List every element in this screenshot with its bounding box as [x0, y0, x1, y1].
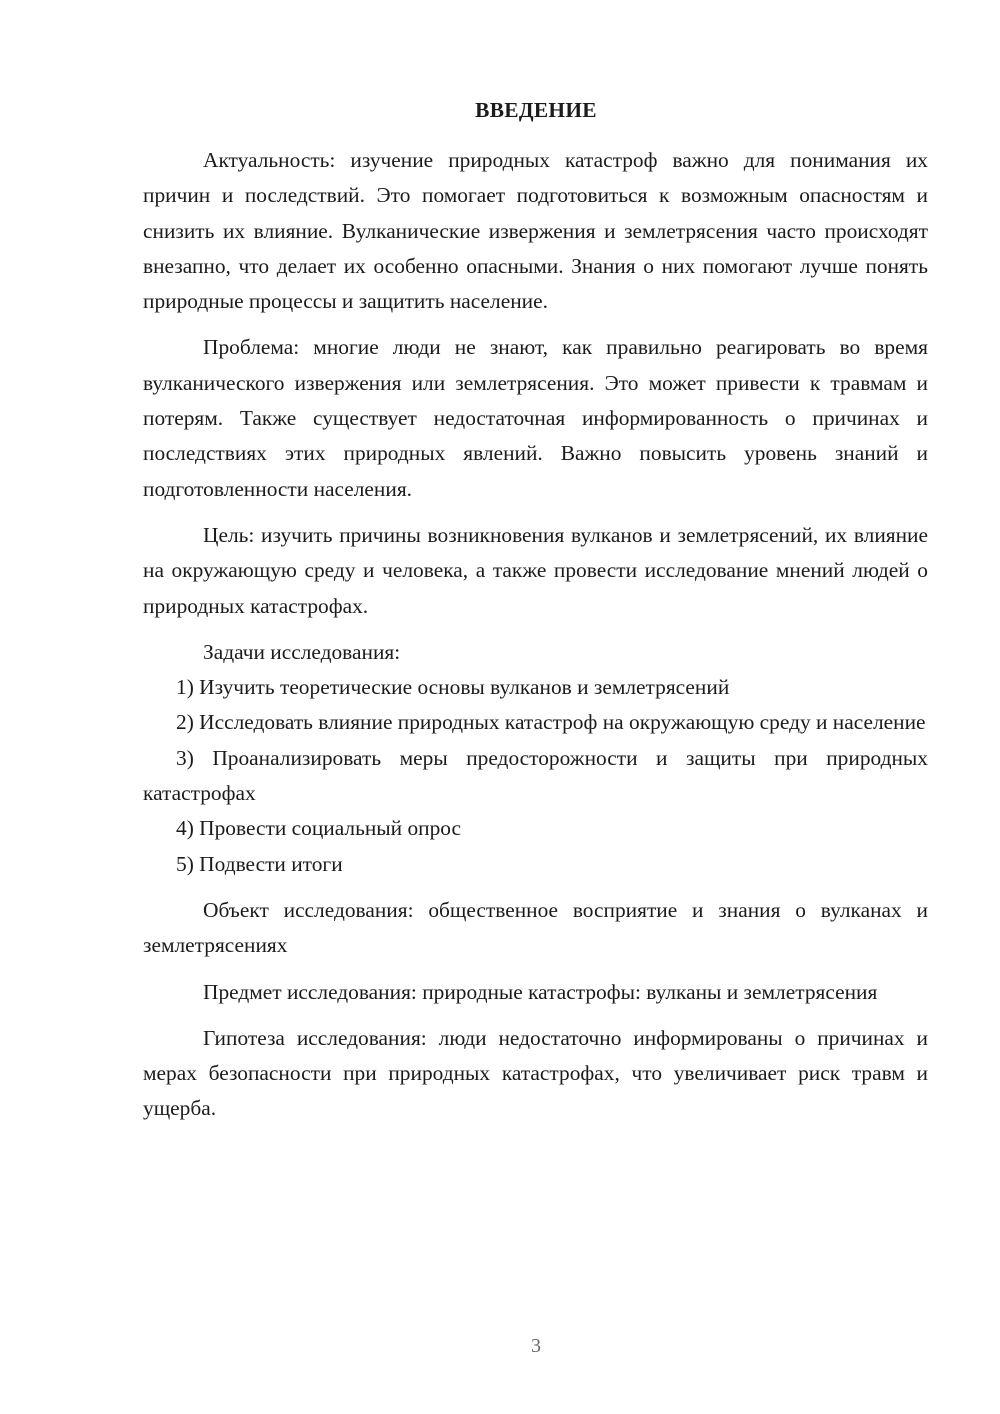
task-item-1: 1) Изучить теоретические основы вулканов и землетрясений: [176, 675, 730, 700]
document-body: [143, 143, 928, 1127]
paragraph-object: Объект исследования: общественное восприятие и знания о вулканах и землетрясениях: [143, 897, 928, 958]
paragraph-goal: Цель: изучить причины возникновения вулканов и землетрясений, их влияние на окружающую среду и человека, а также провести исследование мнений людей о природных катастрофах.: [143, 522, 928, 618]
paragraph-tasks-heading: Задачи исследования:: [203, 639, 401, 664]
page-title: ВВЕДЕНИЕ: [475, 98, 597, 122]
paragraph-problem: Проблема: многие люди не знают, как правильно реагировать во время вулканического извержения или землетрясения. Это может привести к травмам и потерям. Также существует недостаточная информированность о причинах и последствиях этих природных явлений. Важно повысить уровень знаний и подготовленности населения.: [143, 335, 928, 501]
task-item-2: 2) Исследовать влияние природных катастроф на окружающую среду и население: [176, 710, 926, 735]
task-item-4: 4) Провести социальный опрос: [176, 816, 462, 841]
paragraph-subject: Предмет исследования: природные катастрофы: вулканы и землетрясения: [203, 979, 878, 1004]
task-item-5: 5) Подвести итоги: [176, 851, 343, 876]
paragraph-hypothesis: Гипотеза исследования: люди недостаточно информированы о причинах и мерах безопасности при природных катастрофах, что увеличивает риск травм и ущерба.: [143, 1025, 928, 1121]
paragraph-relevance: Актуальность: изучение природных катастроф важно для понимания их причин и последствий. Это помогает подготовиться к возможным опасностям и снизить их влияние. Вулканические извержения и землетрясения часто происходят внезапно, что делает их особенно опасными. Знания о них помогают лучше понять природные процессы и защитить население.: [143, 148, 928, 314]
task-item-3: 3) Проанализировать меры предосторожности и защиты при природных катастрофах: [143, 745, 928, 806]
page-number: 3: [531, 1335, 541, 1357]
